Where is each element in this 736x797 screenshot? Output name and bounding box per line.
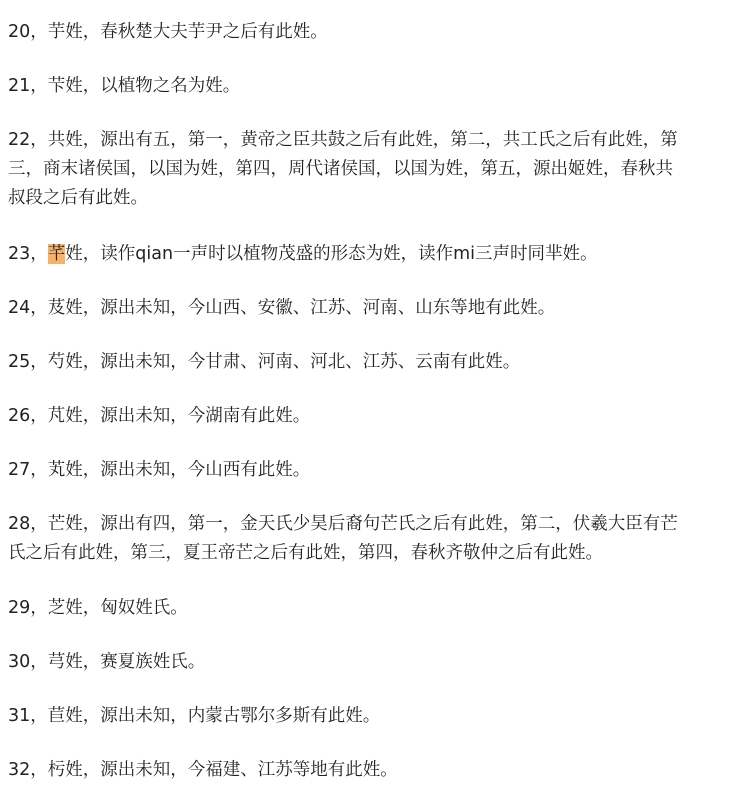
entry-27 bbox=[8, 456, 728, 485]
entry-line: 21，芐姓，以植物之名为姓。 bbox=[8, 76, 241, 96]
entry-line: 29，芝姓，匈奴姓氏。 bbox=[8, 598, 188, 618]
highlighted-character: 芊 bbox=[47, 244, 66, 264]
entry-31 bbox=[8, 702, 728, 731]
entry-line: 28，芒姓，源出有四，第一，金天氏少昊后裔句芒氏之后有此姓，第二，伏羲大臣有芒 bbox=[8, 514, 678, 534]
entry-23 bbox=[8, 240, 728, 269]
entry-30 bbox=[8, 648, 728, 677]
entry-prefix: 23， bbox=[8, 244, 48, 264]
entry-24 bbox=[8, 294, 728, 323]
entry-line: 32，杇姓，源出未知，今福建、江苏等地有此姓。 bbox=[8, 760, 398, 780]
entry-line: 25，芍姓，源出未知，今甘肃、河南、河北、江苏、云南有此姓。 bbox=[8, 352, 521, 372]
entry-28 bbox=[8, 510, 728, 568]
entry-line: 叔段之后有此姓。 bbox=[8, 188, 148, 208]
entry-22 bbox=[8, 126, 728, 213]
entry-line: 30，芎姓，赛夏族姓氏。 bbox=[8, 652, 206, 672]
entry-29 bbox=[8, 594, 728, 623]
entry-line: 31，苣姓，源出未知，内蒙古鄂尔多斯有此姓。 bbox=[8, 706, 381, 726]
entry-line: 22，共姓，源出有五，第一，黄帝之臣共鼓之后有此姓，第二，共工氏之后有此姓，第 bbox=[8, 130, 678, 150]
entry-line: 三，商末诸侯国，以国为姓，第四，周代诸侯国，以国为姓，第五，源出姬姓，春秋共 bbox=[8, 159, 673, 179]
entry-25 bbox=[8, 348, 728, 377]
entry-20 bbox=[8, 18, 728, 47]
entry-line: 氏之后有此姓，第三，夏王帝芒之后有此姓，第四，春秋齐敬仲之后有此姓。 bbox=[8, 543, 603, 563]
entry-line: 27，芄姓，源出未知，今山西有此姓。 bbox=[8, 460, 311, 480]
entry-line: 26，芃姓，源出未知，今湖南有此姓。 bbox=[8, 406, 311, 426]
entry-line: 20，芋姓，春秋楚大夫芋尹之后有此姓。 bbox=[8, 22, 328, 42]
entry-text: 姓，读作qian一声时以植物茂盛的形态为姓，读作mi三声时同芈姓。 bbox=[65, 244, 598, 264]
entry-line: 24，芨姓，源出未知，今山西、安徽、江苏、河南、山东等地有此姓。 bbox=[8, 298, 556, 318]
entry-26 bbox=[8, 402, 728, 431]
entry-21 bbox=[8, 72, 728, 101]
entry-32 bbox=[8, 756, 728, 785]
